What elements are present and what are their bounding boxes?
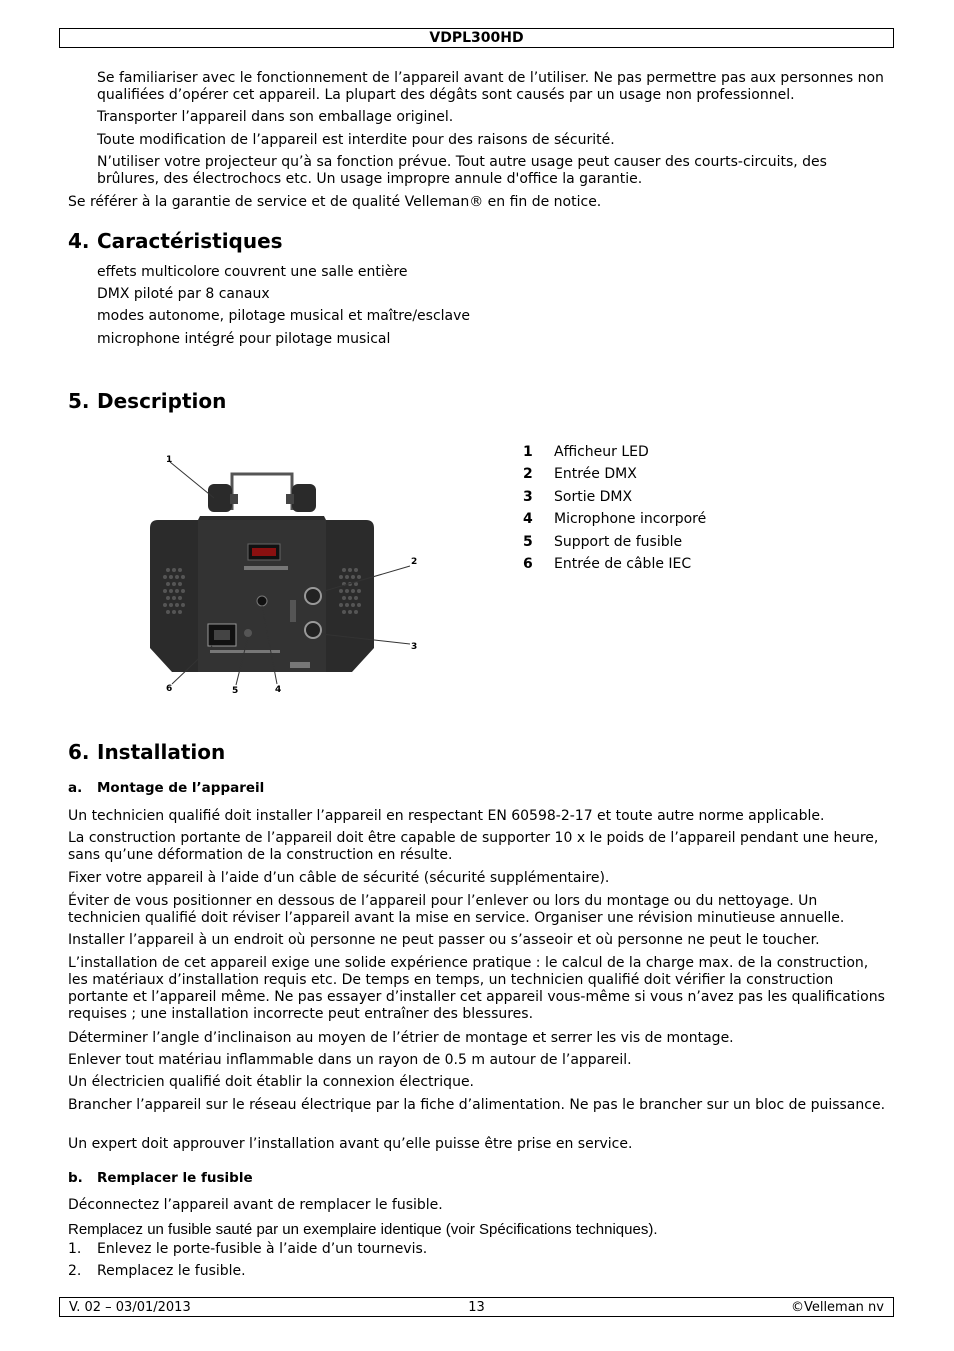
step-number: 2. [68, 1263, 82, 1279]
subsection-letter: b. [68, 1170, 83, 1186]
legend-label: Entrée DMX [554, 466, 637, 483]
intro-item: N’utiliser votre projecteur qu’à sa fonction prévue. Tout autre usage peut causer des courts-circuits, des brûlures, des électrochocs etc. Un usage impropre annule d'office la garantie. [97, 154, 827, 187]
version-date: V. 02 – 03/01/2013 [69, 1300, 191, 1315]
legend-number: 4 [523, 511, 533, 528]
device-rear-view-figure [140, 440, 485, 705]
legend-row [523, 489, 863, 511]
legend-row [523, 511, 863, 533]
legend-label: Support de fusible [554, 533, 683, 550]
step-text: Remplacez le fusible. [97, 1263, 246, 1279]
legend-row [523, 444, 863, 466]
device-illustration [140, 440, 485, 705]
legend-number: 6 [523, 555, 533, 572]
legend-number: 2 [523, 466, 533, 483]
callout-3: 3 [411, 642, 418, 652]
legend-label: Sortie DMX [554, 488, 633, 505]
step-number: 1. [68, 1241, 82, 1257]
legend-label: Microphone incorporé [554, 511, 707, 528]
installation-paragraph: La construction portante de l’appareil doit être capable de supporter 10 x le poids de l’appareil pendant une heure, sans qu’une déformation de la construction en résulte. [68, 830, 879, 863]
legend-row [523, 466, 863, 488]
subsection-letter: a. [68, 780, 83, 796]
section-title: Caractéristiques [97, 229, 283, 253]
installation-paragraph: Enlever tout matériau inflammable dans un rayon de 0.5 m autour de l’appareil. [68, 1052, 632, 1068]
callout-2: 2 [411, 557, 418, 567]
installation-paragraph: Un expert doit approuver l’installation avant qu’elle puisse être prise en service. [68, 1136, 633, 1152]
installation-paragraph: Un technicien qualifié doit installer l’appareil en respectant EN 60598-2-17 et toute autre norme applicable. [68, 808, 825, 824]
feature-item: DMX piloté par 8 canaux [97, 286, 270, 302]
page-footer [59, 1297, 894, 1317]
legend-label: Entrée de câble IEC [554, 555, 692, 572]
description-legend [523, 444, 863, 578]
legend-number: 1 [523, 444, 533, 460]
model-name: VDPL300HD [429, 30, 524, 46]
callout-6: 6 [166, 684, 173, 694]
fuse-paragraph: Déconnectez l’appareil avant de remplacer le fusible. [68, 1197, 443, 1213]
section-number: 6. [68, 740, 90, 764]
installation-paragraph: Brancher l’appareil sur le réseau électrique par la fiche d’alimentation. Ne pas le brancher sur un bloc de puissance. [68, 1097, 886, 1113]
subsection-a-heading [68, 780, 264, 797]
section-title: Description [97, 389, 227, 413]
subsection-b-heading [68, 1170, 253, 1187]
section-6-heading [68, 740, 225, 764]
section-4-heading [68, 229, 283, 253]
section-title: Installation [97, 740, 226, 764]
legend-label: Afficheur LED [554, 444, 649, 460]
feature-item: effets multicolore couvrent une salle entière [97, 264, 408, 280]
section-5-heading [68, 389, 226, 413]
feature-item: modes autonome, pilotage musical et maître/esclave [97, 308, 471, 324]
callout-4: 4 [275, 685, 282, 695]
intro-item: Transporter l’appareil dans son emballage originel. [97, 109, 454, 125]
installation-paragraph: L’installation de cet appareil exige une solide expérience pratique : le calcul de la charge max. de la construction, les matériaux d’installation requis etc. De temps en temps, un technicien qualifié doit vérifier la construction portante et l’appareil même. Ne pas essayer d’installer cet appareil vous-même si vous n’avez pas les qualifications requises ; une installation incorrecte peut entraîner des blessures. [68, 955, 885, 1022]
callout-1: 1 [166, 455, 173, 465]
warranty-note: Se référer à la garantie de service et de qualité Velleman® en fin de notice. [68, 194, 602, 210]
legend-number: 3 [523, 488, 533, 505]
legend-row [523, 556, 863, 578]
page-number: 13 [468, 1300, 485, 1315]
section-number: 4. [68, 229, 90, 253]
subsection-title: Remplacer le fusible [97, 1170, 253, 1186]
copyright: ©Velleman nv [790, 1300, 884, 1315]
intro-item: Toute modification de l’appareil est interdite pour des raisons de sécurité. [97, 132, 615, 148]
subsection-title: Montage de l’appareil [97, 780, 265, 796]
legend-number: 5 [523, 533, 533, 550]
legend-row [523, 534, 863, 556]
intro-item: Se familiariser avec le fonctionnement de l’appareil avant de l’utiliser. Ne pas permettre pas aux personnes non qualifiées d’opérer cet appareil. La plupart des dégâts sont causés par un usage non professionnel. [97, 70, 884, 103]
callout-5: 5 [232, 686, 239, 696]
feature-item: microphone intégré pour pilotage musical [97, 331, 391, 347]
installation-paragraph: Un électricien qualifié doit établir la connexion électrique. [68, 1074, 475, 1090]
installation-paragraph: Éviter de vous positionner en dessous de l’appareil pour l’enlever ou lors du montage ou du nettoyage. Un technicien qualifié doit réviser l’appareil avant la mise en service. Organiser une révision minutieuse annuelle. [68, 893, 845, 926]
step-text: Enlevez le porte-fusible à l’aide d’un tournevis. [97, 1241, 428, 1257]
installation-paragraph: Installer l’appareil à un endroit où personne ne peut passer ou s’asseoir et où personne ne peut le toucher. [68, 932, 820, 948]
section-number: 5. [68, 389, 90, 413]
installation-paragraph: Fixer votre appareil à l’aide d’un câble de sécurité (sécurité supplémentaire). [68, 870, 610, 886]
installation-paragraph: Déterminer l’angle d’inclinaison au moyen de l’étrier de montage et serrer les vis de montage. [68, 1030, 734, 1046]
page-header [59, 28, 894, 48]
fuse-paragraph: Remplacez un fusible sauté par un exemplaire identique (voir Spécifications techniques). [68, 1221, 658, 1238]
